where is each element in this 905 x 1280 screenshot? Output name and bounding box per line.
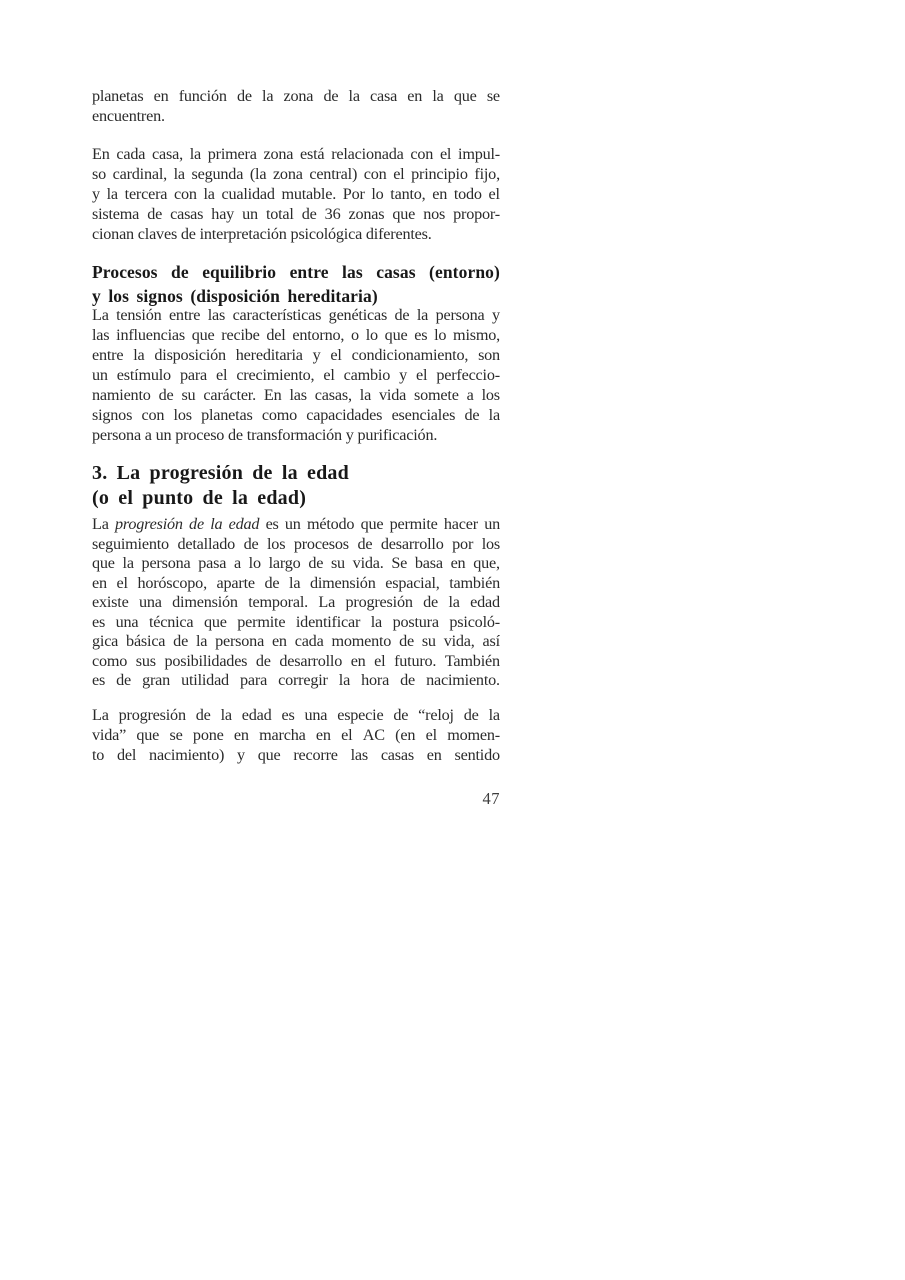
para4-line-1: La progresión de la edad es un método que permite hacer un (92, 515, 500, 533)
para2-line-5: cionan claves de interpretación psicológica diferentes. (92, 225, 432, 243)
heading2-line-2: (o el punto de la edad) (92, 487, 307, 509)
para4-line-4: en el horóscopo, aparte de la dimensión espacial, también (92, 573, 500, 592)
para1-line-2: encuentren. (92, 107, 165, 125)
para2-line-1: En cada casa, la primera zona está relacionada con el impul- (92, 145, 500, 163)
para3-line-7: persona a un proceso de transformación y purificación. (92, 426, 438, 444)
paragraph-5 (92, 705, 500, 765)
para2-line-2: so cardinal, la segunda (la zona central) con el principio fijo, (92, 165, 500, 183)
para5-line-3: to del nacimiento) y que recorre las casas en sentido (92, 746, 500, 764)
heading1-line-1: Procesos de equilibrio entre las casas (entorno) (92, 262, 500, 282)
heading2-line-1: 3. La progresión de la edad (92, 462, 349, 484)
para4-line-2: seguimiento detallado de los procesos de desarrollo por los (92, 534, 500, 553)
para3-line-3: entre la disposición hereditaria y el condicionamiento, son (92, 346, 500, 364)
page-number-container (92, 789, 500, 809)
para4-line-6: es una técnica que permite identificar la postura psicoló- (92, 612, 500, 631)
para3-line-5: namiento de su carácter. En las casas, la vida somete a los (92, 386, 500, 404)
heading1-line-2: y los signos (disposición hereditaria) (92, 285, 378, 306)
paragraph-4 (92, 515, 500, 691)
paragraph-3 (92, 305, 500, 445)
para2-line-4: sistema de casas hay un total de 36 zonas que nos propor- (92, 205, 500, 223)
para4-line-8: como sus posibilidades de desarrollo en el futuro. También (92, 651, 500, 670)
paragraph-1 (92, 86, 500, 126)
paragraph-2 (92, 144, 500, 244)
para4-line-5: existe una dimensión temporal. La progresión de la edad (92, 593, 500, 611)
para1-line-1: planetas en función de la zona de la casa en la que se (92, 87, 500, 105)
para4-line-7: gica básica de la persona en cada momento de su vida, así (92, 632, 500, 650)
para5-line-2: vida” que se pone en marcha en el AC (en el momen- (92, 726, 500, 744)
para3-line-2: las influencias que recibe del entorno, o lo que es lo mismo, (92, 326, 500, 344)
para5-line-1: La progresión de la edad es una especie de “reloj de la (92, 706, 500, 724)
para3-line-1: La tensión entre las características genéticas de la persona y (92, 306, 500, 324)
section-heading-procesos (92, 261, 500, 308)
para3-line-6: signos con los planetas como capacidades esenciales de la (92, 406, 500, 424)
para4-line-9: es de gran utilidad para corregir la hora de nacimiento. (92, 671, 500, 689)
para3-line-4: un estímulo para el crecimiento, el cambio y el perfeccio- (92, 366, 500, 384)
page-number: 47 (482, 789, 500, 808)
section-heading-progresion (92, 461, 500, 511)
para2-line-3: y la tercera con la cualidad mutable. Por lo tanto, en todo el (92, 185, 500, 203)
para4-line-3: que la persona pasa a lo largo de su vida. Se basa en que, (92, 554, 500, 572)
